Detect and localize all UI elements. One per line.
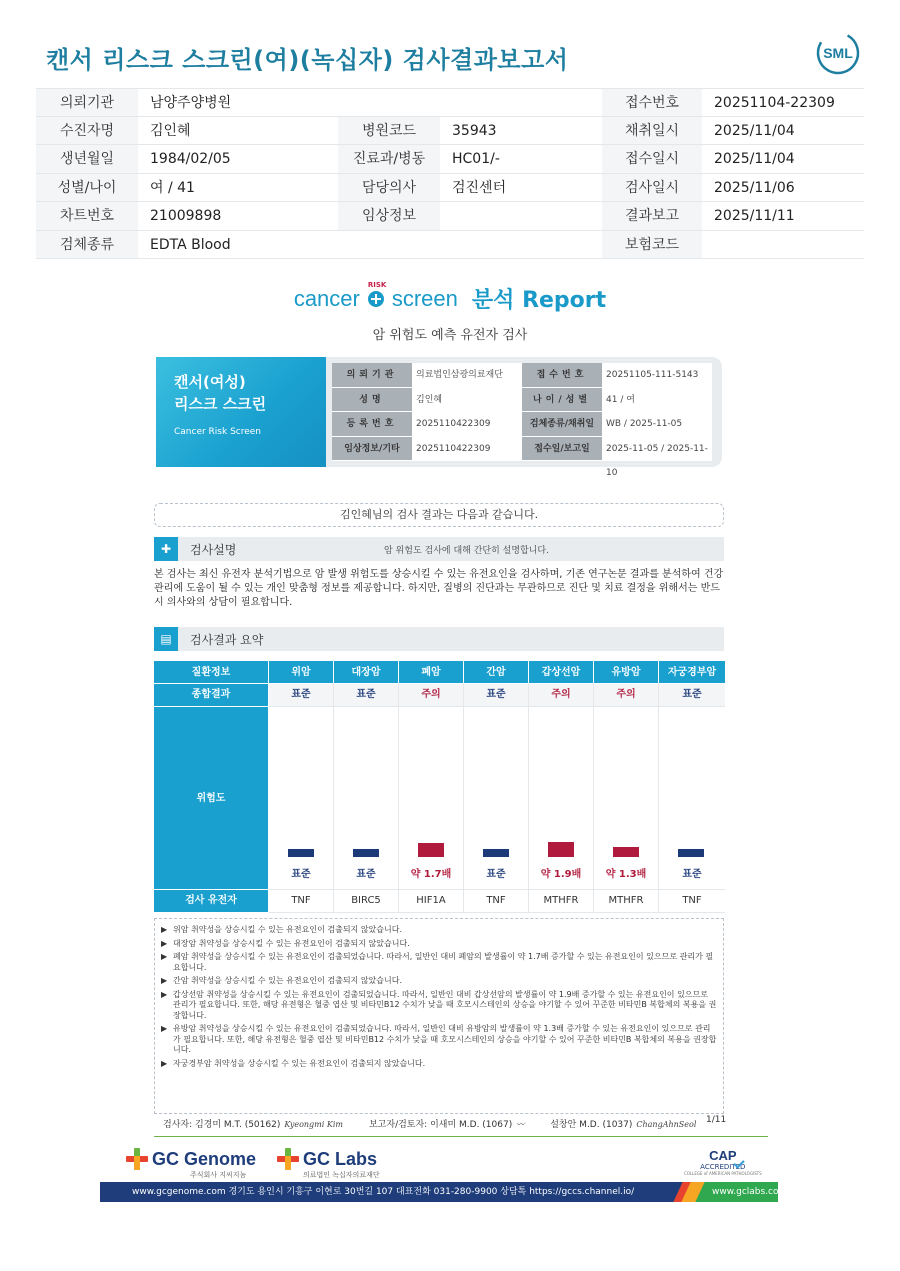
info-value: 남양주양병원: [150, 95, 232, 111]
gc-labs-sub: 의료법인 녹십자의료재단: [303, 1171, 380, 1179]
page-number: 1/11: [706, 1115, 727, 1125]
note-item: [161, 976, 717, 987]
info-label: 성별/나이: [36, 174, 138, 202]
risk-bar: [678, 849, 704, 857]
risk-bar: [418, 843, 444, 857]
result-cell: 주의: [399, 684, 464, 707]
signature-text: 보고자/검토자: 이새미 M.D. (1067): [368, 1120, 513, 1130]
brand-screen-text: screen: [391, 285, 458, 311]
gc-genome-sub: 주식회사 지씨지놈: [190, 1171, 247, 1179]
gc-genome-logo: [126, 1148, 257, 1179]
info-label: 검체종류: [36, 231, 138, 259]
section-test-description: [154, 537, 724, 561]
signature-text: 설창안 M.D. (1037): [550, 1120, 633, 1130]
signature-text: 검사자: 김경미 M.T. (50162): [163, 1120, 281, 1130]
info-label: 검사일시: [602, 174, 702, 202]
risk-cell: [594, 707, 659, 890]
card-title-line1: 캔서(여성): [174, 373, 246, 391]
risk-cell: [269, 707, 334, 890]
card-label: 등록번호: [332, 412, 412, 436]
section-note: 암 위험도 검사에 대해 간단히 설명합니다.: [384, 545, 549, 556]
note-text: 갑상선암 취약성을 상승시킬 수 있는 유전요인이 검출되었습니다. 따라서, 일반인 대비 갑상선암의 발생률이 약 1.9배 증가할 수 있는 유전요인이 있으므로 관리가 필요합니다. 또한, 해당 유전형은 혈중 엽산 및 비타민B12 수치가 낮을 때 호모시스테인의 상승을 야기할 수 있어 꾸준한 비타민B 복합체의 복용을 권장합니다.: [173, 989, 717, 1020]
note-text: 위암 취약성을 상승시킬 수 있는 유전요인이 검출되지 않았습니다.: [173, 925, 402, 934]
risk-cell: [399, 707, 464, 890]
risk-label: 약 1.7배: [410, 869, 452, 880]
risk-bar: [613, 847, 639, 857]
gene-cell: MTHFR: [529, 890, 594, 913]
cap-text: CAP: [709, 1148, 737, 1163]
risk-cell: [464, 707, 529, 890]
card-title-en: Cancer Risk Screen: [174, 427, 262, 437]
section-title: 검사결과 요약: [190, 632, 264, 647]
disease-cell: 간암: [464, 661, 529, 684]
sml-logo-icon: [815, 30, 861, 76]
card-row: [332, 437, 712, 478]
result-summary-table: [154, 661, 725, 913]
report-brand: [0, 280, 900, 343]
card-value: 20251105-111-5143: [602, 363, 712, 387]
info-value: 2025/11/11: [714, 208, 795, 224]
info-value: EDTA Blood: [150, 236, 231, 253]
card-value: 의료법인삼광의료재단: [412, 363, 522, 387]
table-row-risk: [154, 707, 725, 890]
brand-logo: [293, 280, 607, 314]
info-value: [440, 202, 602, 230]
gene-cell: HIF1A: [399, 890, 464, 913]
cap-small: COLLEGE of AMERICAN PATHOLOGISTS: [684, 1171, 762, 1176]
table-row-disease: [154, 661, 725, 684]
note-text: 대장암 취약성을 상승시킬 수 있는 유전요인이 검출되지 않았습니다.: [173, 938, 410, 948]
table-row-result: [154, 684, 725, 707]
info-value: 2025/11/04: [714, 122, 795, 139]
card-value: WB / 2025-11-05: [602, 412, 712, 436]
risk-cell: [659, 707, 725, 890]
table-row-gene: [154, 890, 725, 913]
card-label: 성명: [332, 388, 412, 412]
info-label: 임상정보: [338, 202, 440, 230]
disease-cell: 유방암: [594, 661, 659, 684]
note-text: 유방암 취약성을 상승시킬 수 있는 유전요인이 검출되었습니다. 따라서, 일반인 대비 유방암의 발생률이 약 1.3배 증가할 수 있는 유전요인이 있으므로 관리가 필요합니다. 또한, 해당 유전형은 혈중 엽산 및 비타민B12 수치가 낮을 때 호모시스테인의 상승을 야기할 수 있어 꾸준한 비타민B 복합체의 복용을 권장합니다.: [173, 1024, 717, 1054]
risk-cell: [529, 707, 594, 890]
disease-cell: 대장암: [334, 661, 399, 684]
info-value: 검진센터: [452, 179, 507, 196]
row-header: 질환정보: [154, 661, 269, 684]
disease-cell: 갑상선암: [529, 661, 594, 684]
footer-address: www.gcgenome.com 경기도 용인시 기흥구 이현로 30번길 107 대표전화 031-280-9900 상담톡 https://gccs.channel.io/: [132, 1187, 635, 1197]
info-label: 접수번호: [602, 89, 702, 116]
section-title: 검사설명: [190, 542, 237, 557]
note-item: [161, 925, 717, 936]
page-title: 캔서 리스크 스크린(여)(녹십자) 검사결과보고서: [46, 46, 569, 74]
test-info-card: [156, 357, 722, 478]
risk-cell: [334, 707, 399, 890]
info-label: 보험코드: [602, 231, 702, 259]
signature-mark: ChangAhnSeol: [636, 1120, 697, 1129]
info-row: [36, 117, 864, 146]
result-cell: 표준: [659, 684, 725, 707]
brand-cancer-text: cancer: [293, 285, 360, 311]
risk-bar: [548, 842, 574, 857]
card-row: [332, 363, 712, 388]
signature-mark: Kyeongmi Kim: [284, 1120, 343, 1129]
triangle-icon: ▶: [161, 1024, 168, 1033]
info-label: 진료과/병동: [338, 145, 440, 173]
note-text: 자궁경부암 취약성을 상승시킬 수 있는 유전요인이 검출되지 않았습니다.: [173, 1058, 426, 1068]
info-row: [36, 88, 864, 117]
note-item: [161, 939, 717, 950]
info-label: 담당의사: [338, 174, 440, 202]
cap-sub: ACCREDITED: [700, 1163, 746, 1171]
section-result-summary: [154, 627, 724, 651]
signatures: [163, 1117, 733, 1130]
row-header: 위험도: [154, 707, 269, 890]
card-value: 41 / 여: [602, 388, 712, 412]
signature-squiggle-icon: 〰: [516, 1120, 525, 1129]
result-cell: 표준: [464, 684, 529, 707]
card-title-panel: [156, 357, 326, 467]
card-value: 2025-11-05 / 2025-11-10: [602, 437, 712, 461]
cap-accredited-logo: [684, 1148, 762, 1176]
result-intro: 김인혜님의 검사 결과는 다음과 같습니다.: [154, 503, 724, 527]
row-header: 검사 유전자: [154, 890, 269, 913]
card-label: 검체종류/채취일: [522, 412, 602, 436]
triangle-icon: ▶: [161, 1058, 168, 1068]
risk-label: 약 1.3배: [605, 869, 647, 880]
risk-label: 표준: [356, 869, 376, 880]
info-label: 병원코드: [338, 117, 440, 145]
gc-genome-text: GC Genome: [152, 1148, 257, 1169]
divider: [154, 1136, 768, 1137]
risk-label: 표준: [486, 869, 506, 880]
stethoscope-icon: ✚: [154, 537, 178, 561]
triangle-icon: ▶: [161, 976, 168, 985]
signature-tester: [163, 1117, 343, 1130]
card-label: 의뢰기관: [332, 363, 412, 387]
disease-cell: 위암: [269, 661, 334, 684]
disease-cell: 자궁경부암: [659, 661, 725, 684]
brand-risk-text: RISK: [367, 280, 387, 289]
patient-info-grid: [36, 88, 864, 259]
gc-labs-text: GC Labs: [303, 1148, 378, 1169]
brand-report-text: 분석 Report: [471, 288, 607, 313]
gene-cell: TNF: [659, 890, 725, 913]
info-value: 20251104-22309: [714, 95, 835, 111]
info-row: [36, 145, 864, 174]
info-row: [36, 174, 864, 203]
risk-bar: [353, 849, 379, 857]
signature-reviewer: [550, 1117, 696, 1130]
info-label: 결과보고: [602, 202, 702, 230]
card-label: 접수번호: [522, 363, 602, 387]
gene-cell: TNF: [464, 890, 529, 913]
card-row: [332, 412, 712, 437]
card-info-table: [332, 363, 712, 478]
triangle-icon: ▶: [161, 952, 168, 961]
triangle-icon: ▶: [161, 925, 168, 934]
gc-cross-icon: [277, 1148, 299, 1170]
card-label: 접수일/보고일: [522, 437, 602, 461]
note-item: [161, 1059, 717, 1070]
risk-label: 약 1.9배: [540, 869, 582, 880]
info-label: 생년월일: [36, 145, 138, 173]
card-value: 2025110422309: [412, 437, 522, 461]
result-notes: [154, 918, 724, 1114]
info-value: HC01/-: [452, 151, 500, 167]
result-cell: 표준: [269, 684, 334, 707]
test-description-text: 본 검사는 최신 유전자 분석기법으로 암 발생 위험도를 상승시킬 수 있는 유전요인을 검사하며, 기존 연구논문 결과를 분석하여 건강 관리에 도움이 될 수 있는 개인 맞춤형 정보를 제공합니다. 하지만, 질병의 진단과는 무관하므로 진단 및 치료 결정을 위해서는 반드시 의사와의 상담이 필요합니다.: [154, 569, 724, 608]
result-cell: 표준: [334, 684, 399, 707]
card-value: 김인혜: [412, 388, 522, 412]
card-label: 나이/성별: [522, 388, 602, 412]
risk-bar: [483, 849, 509, 857]
info-value: 2025/11/04: [714, 151, 795, 167]
info-row: [36, 202, 864, 231]
gene-cell: TNF: [269, 890, 334, 913]
gc-labs-logo: [277, 1148, 380, 1179]
info-value: 여 / 41: [150, 179, 195, 196]
card-label: 임상정보/기타: [332, 437, 412, 461]
note-item: [161, 952, 717, 973]
footer-bar: [100, 1182, 791, 1202]
note-text: 폐암 취약성을 상승시킬 수 있는 유전요인이 검출되었습니다. 따라서, 일반인 대비 폐암의 발생률이 약 1.7배 증가할 수 있는 유전요인이 있으므로 관리가 필요합니다.: [173, 952, 714, 972]
sml-logo-text: SML: [823, 45, 853, 61]
risk-label: 표준: [291, 869, 311, 880]
info-value: 김인혜: [150, 122, 191, 139]
info-label: 차트번호: [36, 202, 138, 230]
row-header: 종합결과: [154, 684, 269, 707]
brand-plus-icon: [367, 280, 387, 307]
info-label: 채취일시: [602, 117, 702, 145]
note-item: [161, 990, 717, 1022]
signature-reporter: [369, 1117, 524, 1130]
footer-site-link[interactable]: www.gclabs.co.kr: [712, 1187, 791, 1197]
note-text: 간암 취약성을 상승시킬 수 있는 유전요인이 검출되지 않았습니다.: [173, 976, 402, 985]
info-label: 수진자명: [36, 117, 138, 145]
triangle-icon: ▶: [161, 938, 168, 948]
info-value: 35943: [452, 122, 497, 139]
info-row: [36, 231, 864, 260]
info-value: 21009898: [150, 208, 222, 224]
triangle-icon: ▶: [161, 989, 168, 999]
card-title-line2: 리스크 스크린: [174, 395, 267, 413]
card-row: [332, 388, 712, 413]
disease-cell: 폐암: [399, 661, 464, 684]
risk-label: 표준: [682, 869, 702, 880]
info-value: [702, 231, 864, 259]
result-cell: 주의: [529, 684, 594, 707]
gene-cell: BIRC5: [334, 890, 399, 913]
brand-subtitle: 암 위험도 예측 유전자 검사: [372, 328, 528, 343]
gc-cross-icon: [126, 1148, 148, 1170]
info-label: 접수일시: [602, 145, 702, 173]
gene-cell: MTHFR: [594, 890, 659, 913]
clipboard-icon: ▤: [154, 627, 178, 651]
note-item: [161, 1024, 717, 1056]
risk-bar: [288, 849, 314, 857]
info-value: 1984/02/05: [150, 151, 231, 167]
info-label: 의뢰기관: [36, 89, 138, 116]
info-value: 2025/11/06: [714, 179, 795, 196]
result-cell: 주의: [594, 684, 659, 707]
card-value: 2025110422309: [412, 412, 522, 436]
